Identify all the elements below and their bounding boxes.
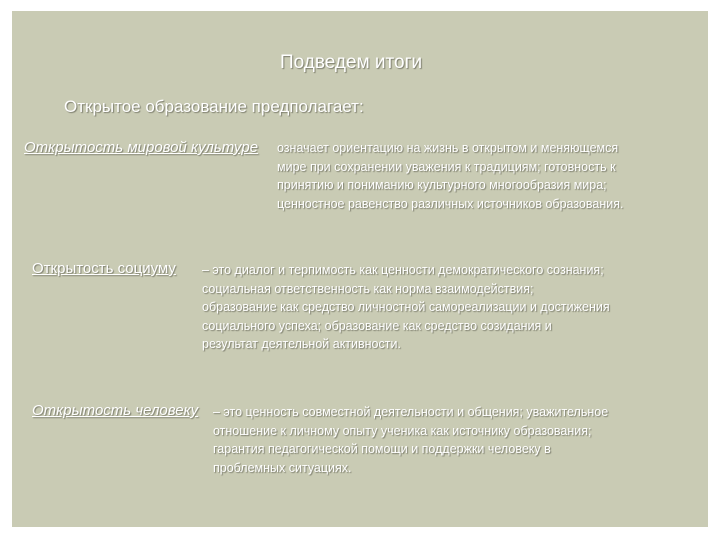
- description-line: ценностное равенство различных источников образования.: [277, 196, 624, 211]
- description-line: – это ценность совместной деятельности и общения; уважительное: [213, 405, 609, 419]
- description-line: принятию и пониманию культурного многообразия мира;: [277, 178, 607, 192]
- description-line: проблемных ситуациях.: [213, 460, 352, 475]
- description-line: – это диалог и терпимость как ценности демократического сознания;: [202, 263, 604, 277]
- slide: [12, 11, 708, 527]
- description-world-culture: [277, 139, 623, 213]
- description-society: [202, 261, 610, 354]
- description-line: означает ориентацию на жизнь в открытом и меняющемся: [277, 141, 619, 155]
- slide-subtitle: Открытое образование предполагает:: [64, 97, 364, 116]
- description-line: мире при сохранении уважения к традициям; готовность к: [277, 159, 616, 174]
- term-society: Открытость социуму: [32, 260, 176, 277]
- term-world-culture: Открытость мировой культуре: [24, 139, 259, 156]
- description-line: результат деятельной активности.: [202, 337, 401, 351]
- description-line: социального успеха; образование как средство созидания и: [202, 318, 552, 333]
- description-line: гарантия педагогической помощи и поддержки человеку в: [213, 442, 551, 456]
- description-line: образование как средство личностной самореализации и достижения: [202, 300, 610, 314]
- term-human: Открытость человеку: [32, 402, 199, 419]
- description-line: отношение к личному опыту ученика как источнику образования;: [213, 423, 592, 438]
- slide-title: Подведем итоги: [280, 52, 423, 73]
- description-human: [213, 403, 608, 477]
- description-line: социальная ответственность как норма взаимодействия;: [202, 281, 534, 296]
